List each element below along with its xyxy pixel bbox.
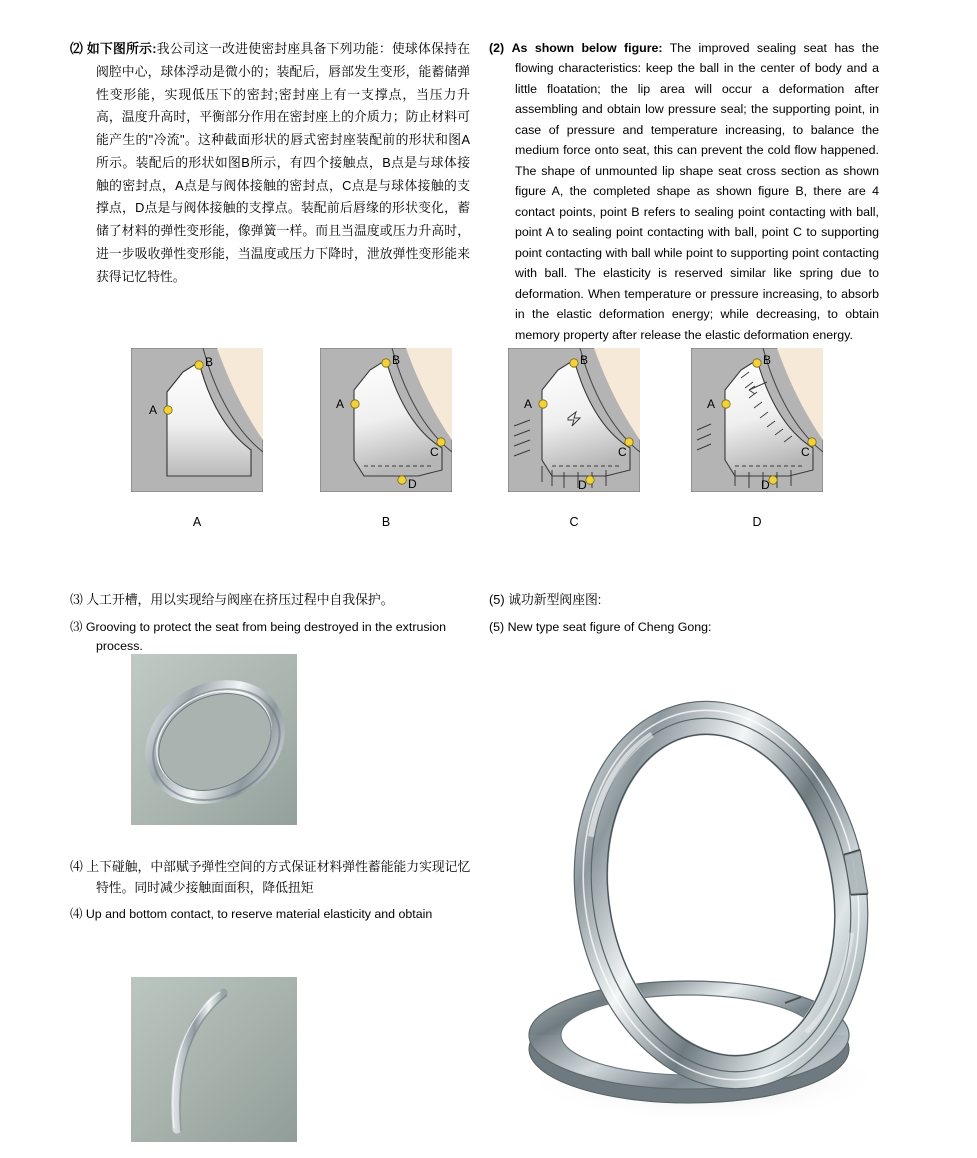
figure-caption-a: A xyxy=(192,515,202,529)
svg-text:B: B xyxy=(205,355,214,369)
paragraph-2-chinese xyxy=(70,38,470,288)
svg-text:B: B xyxy=(392,353,401,367)
svg-text:D: D xyxy=(578,478,587,492)
paragraph-2-english-lead: As shown below figure: xyxy=(511,41,663,55)
figure-caption-c: C xyxy=(569,515,579,529)
section-5-chinese-text: 诚功新型阀座图: xyxy=(508,592,602,607)
section-5-english xyxy=(489,618,879,637)
section-3-english-marker: ⑶ xyxy=(70,619,83,634)
section-3 xyxy=(70,590,478,656)
photo-grooved-ring xyxy=(131,654,297,825)
figure-row xyxy=(0,348,977,538)
section-5-english-marker: (5) xyxy=(489,619,505,634)
section-4-chinese xyxy=(70,857,480,898)
section-3-english-text: Grooving to protect the seat from being destroyed in the extrusion process. xyxy=(85,619,447,653)
figure-b xyxy=(320,348,452,492)
svg-text:B: B xyxy=(763,353,772,367)
section-4-english-text: Up and bottom contact, to reserve material elasticity and obtain xyxy=(85,907,433,922)
svg-text:A: A xyxy=(336,397,345,411)
paragraph-2-chinese-lead: 如下图所示: xyxy=(86,41,157,56)
section-4-english-marker: ⑷ xyxy=(70,907,83,922)
svg-text:C: C xyxy=(801,445,810,459)
section-5-english-text: New type seat figure of Cheng Gong: xyxy=(507,619,712,634)
section-5 xyxy=(489,590,879,637)
figure-caption-b: B xyxy=(381,515,391,529)
figure-c xyxy=(508,348,640,492)
figure-d xyxy=(691,348,823,492)
section-4-chinese-text: 上下碰触，中部赋予弹性空间的方式保证材料弹性蓄能能力实现记忆特性。同时减少接触面面积，降低扭矩 xyxy=(86,859,471,895)
photo-new-type-seat xyxy=(489,640,959,1140)
svg-text:D: D xyxy=(761,478,770,492)
paragraph-2-english-body: The improved sealing seat has the flowing characteristics: keep the ball in the center of body and a little floatation; the lip area will occur a deformation after assembling and obtain low pressure seal; the supporting point, in case of pressure and temperature increasing, to balance the medium force onto seat, this can prevent the cold flow happened. The shape of unmounted lip shape seat cross section as shown figure A, the completed shape as shown figure B, there are 4 contact points, point B refers to sealing point contacting with ball, point A to sealing point contacting with ball, point C to supporting point contacting with ball while point to supporting point contacting with ball. The elasticity is reserved similar like spring due to deformation. When temperature or pressure increasing, to absorb in the elastic deformation energy; while decreasing, to obtain memory property after release the elastic deformation energy. xyxy=(515,41,879,342)
section-5-chinese xyxy=(489,590,879,611)
svg-text:B: B xyxy=(580,353,589,367)
photo-curved-strip xyxy=(131,977,297,1142)
paragraph-2-chinese-column xyxy=(70,38,470,288)
section-4 xyxy=(70,857,480,925)
section-3-chinese-text: 人工开槽，用以实现给与阀座在挤压过程中自我保护。 xyxy=(86,592,394,607)
svg-text:A: A xyxy=(707,397,716,411)
svg-text:C: C xyxy=(618,445,627,459)
svg-text:D: D xyxy=(408,477,417,491)
section-4-english xyxy=(70,905,480,924)
paragraph-2-chinese-body: 我公司这一改进使密封座具备下列功能：使球体保持在阀腔中心，球体浮动是微小的；装配后，唇部发生变形，能蓄储弹性变形能，实现低压下的密封;密封座上有一支撑点，当压力升高，温度升高时，平衡部分作用在密封座上的介质力；防止材料可能产生的"冷流"。这种截面形状的唇式密封座装配前的形状和图A所示。装配后的形状如图B所示，有四个接触点，B点是与球体接触的密封点，A点是与阀体接触的密封点，C点是与球体接触的支撑点，D点是与阀体接触的支撑点。装配前后唇缘的形状变化，蓄储了材料的弹性变形能，像弹簧一样。而且当温度或压力升高时，进一步吸收弹性变形能，当温度或压力下降时，泄放弹性变形能来获得记忆特性。 xyxy=(96,41,471,284)
svg-text:A: A xyxy=(149,403,158,417)
section-5-chinese-marker: (5) xyxy=(489,592,505,607)
paragraph-2-chinese-marker: ⑵ xyxy=(70,41,84,56)
figure-caption-d: D xyxy=(752,515,762,529)
svg-text:A: A xyxy=(524,397,533,411)
paragraph-2-english-column xyxy=(489,38,879,345)
section-3-chinese-marker: ⑶ xyxy=(70,592,83,607)
section-4-chinese-marker: ⑷ xyxy=(70,859,83,874)
paragraph-2-english xyxy=(489,38,879,345)
section-3-english xyxy=(70,618,478,656)
section-3-chinese xyxy=(70,590,478,611)
figure-a xyxy=(131,348,263,492)
paragraph-2-english-marker: (2) xyxy=(489,41,505,55)
svg-text:C: C xyxy=(430,445,439,459)
